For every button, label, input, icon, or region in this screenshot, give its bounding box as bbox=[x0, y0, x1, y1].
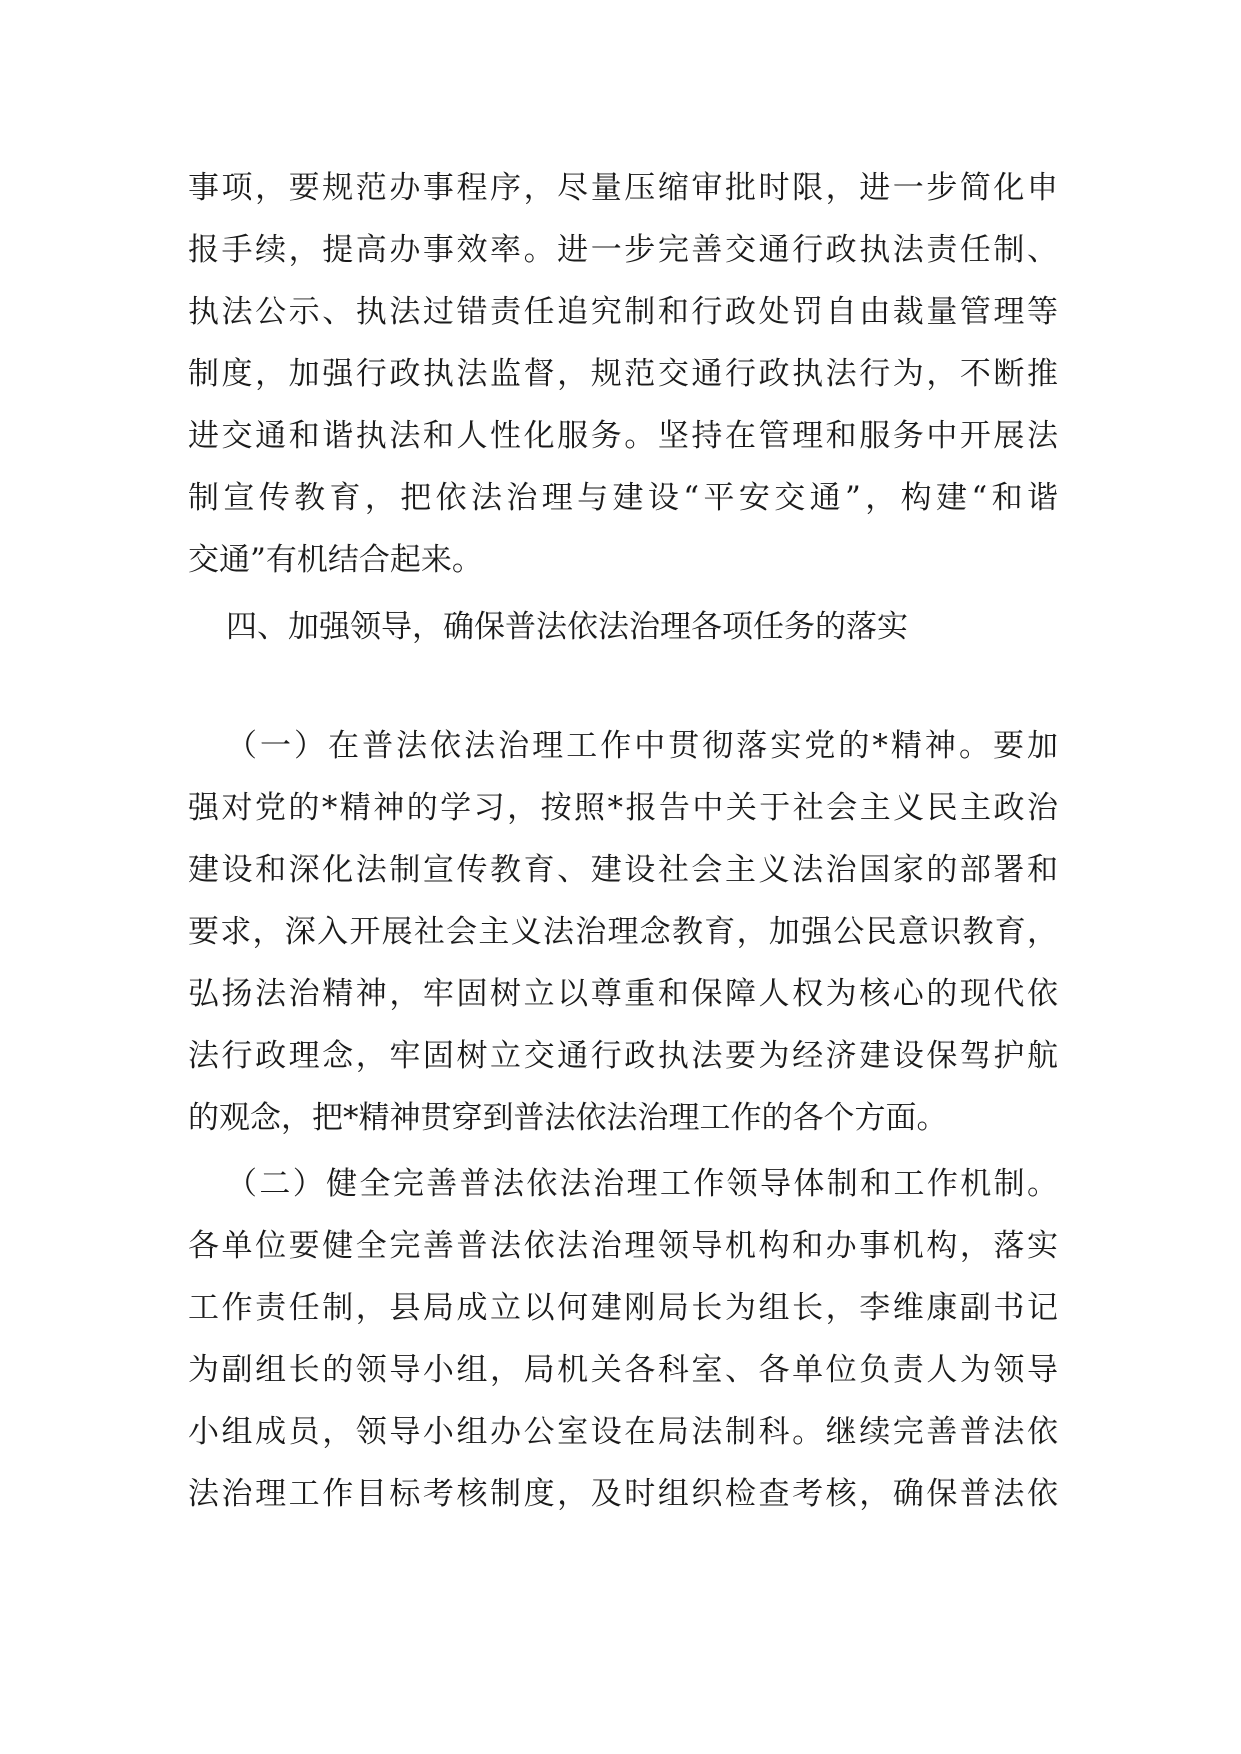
text-line: 执法公示、执法过错责任追究制和行政处罚自由裁量管理等 bbox=[188, 294, 1058, 330]
text-line: 强对党的*精神的学习，按照*报告中关于社会主义民主政治 bbox=[188, 790, 1058, 826]
text-line: 法治理工作目标考核制度，及时组织检查考核，确保普法依 bbox=[188, 1476, 1058, 1512]
paragraph-subsection-1 bbox=[188, 715, 1058, 1149]
text-line: 建设和深化法制宣传教育、建设社会主义法治国家的部署和 bbox=[188, 852, 1058, 888]
text-line: 要求，深入开展社会主义法治理念教育，加强公民意识教育， bbox=[188, 914, 1058, 950]
text-line: 进交通和谐执法和人性化服务。坚持在管理和服务中开展法 bbox=[188, 418, 1058, 454]
text-line: 报手续，提高办事效率。进一步完善交通行政执法责任制、 bbox=[188, 232, 1058, 268]
text-line: （二）健全完善普法依法治理工作领导体制和工作机制。 bbox=[226, 1166, 1058, 1202]
text-line: （一）在普法依法治理工作中贯彻落实党的*精神。要加 bbox=[226, 728, 1058, 764]
text-line: 制宣传教育，把依法治理与建设“平安交通”，构建“和谐 bbox=[188, 480, 1058, 516]
text-line: 法行政理念，牢固树立交通行政执法要为经济建设保驾护航 bbox=[188, 1038, 1058, 1074]
text-line: 的观念，把*精神贯穿到普法依法治理工作的各个方面。 bbox=[188, 1100, 948, 1136]
text-line: 事项，要规范办事程序，尽量压缩审批时限，进一步简化申 bbox=[188, 170, 1058, 206]
text-line: 交通”有机结合起来。 bbox=[188, 542, 483, 578]
text-line: 制度，加强行政执法监督，规范交通行政执法行为，不断推 bbox=[188, 356, 1058, 392]
text-line: 工作责任制，县局成立以何建刚局长为组长，李维康副书记 bbox=[188, 1290, 1058, 1326]
text-line: 弘扬法治精神，牢固树立以尊重和保障人权为核心的现代依 bbox=[188, 976, 1058, 1012]
text-line: 为副组长的领导小组，局机关各科室、各单位负责人为领导 bbox=[188, 1352, 1058, 1388]
paragraph-subsection-2 bbox=[188, 1153, 1058, 1525]
paragraph-continuation bbox=[188, 157, 1058, 591]
section-heading: 四、加强领导，确保普法依法治理各项任务的落实 bbox=[226, 609, 908, 645]
text-line: 各单位要健全完善普法依法治理领导机构和办事机构，落实 bbox=[188, 1228, 1058, 1264]
text-line: 小组成员，领导小组办公室设在局法制科。继续完善普法依 bbox=[188, 1414, 1058, 1450]
